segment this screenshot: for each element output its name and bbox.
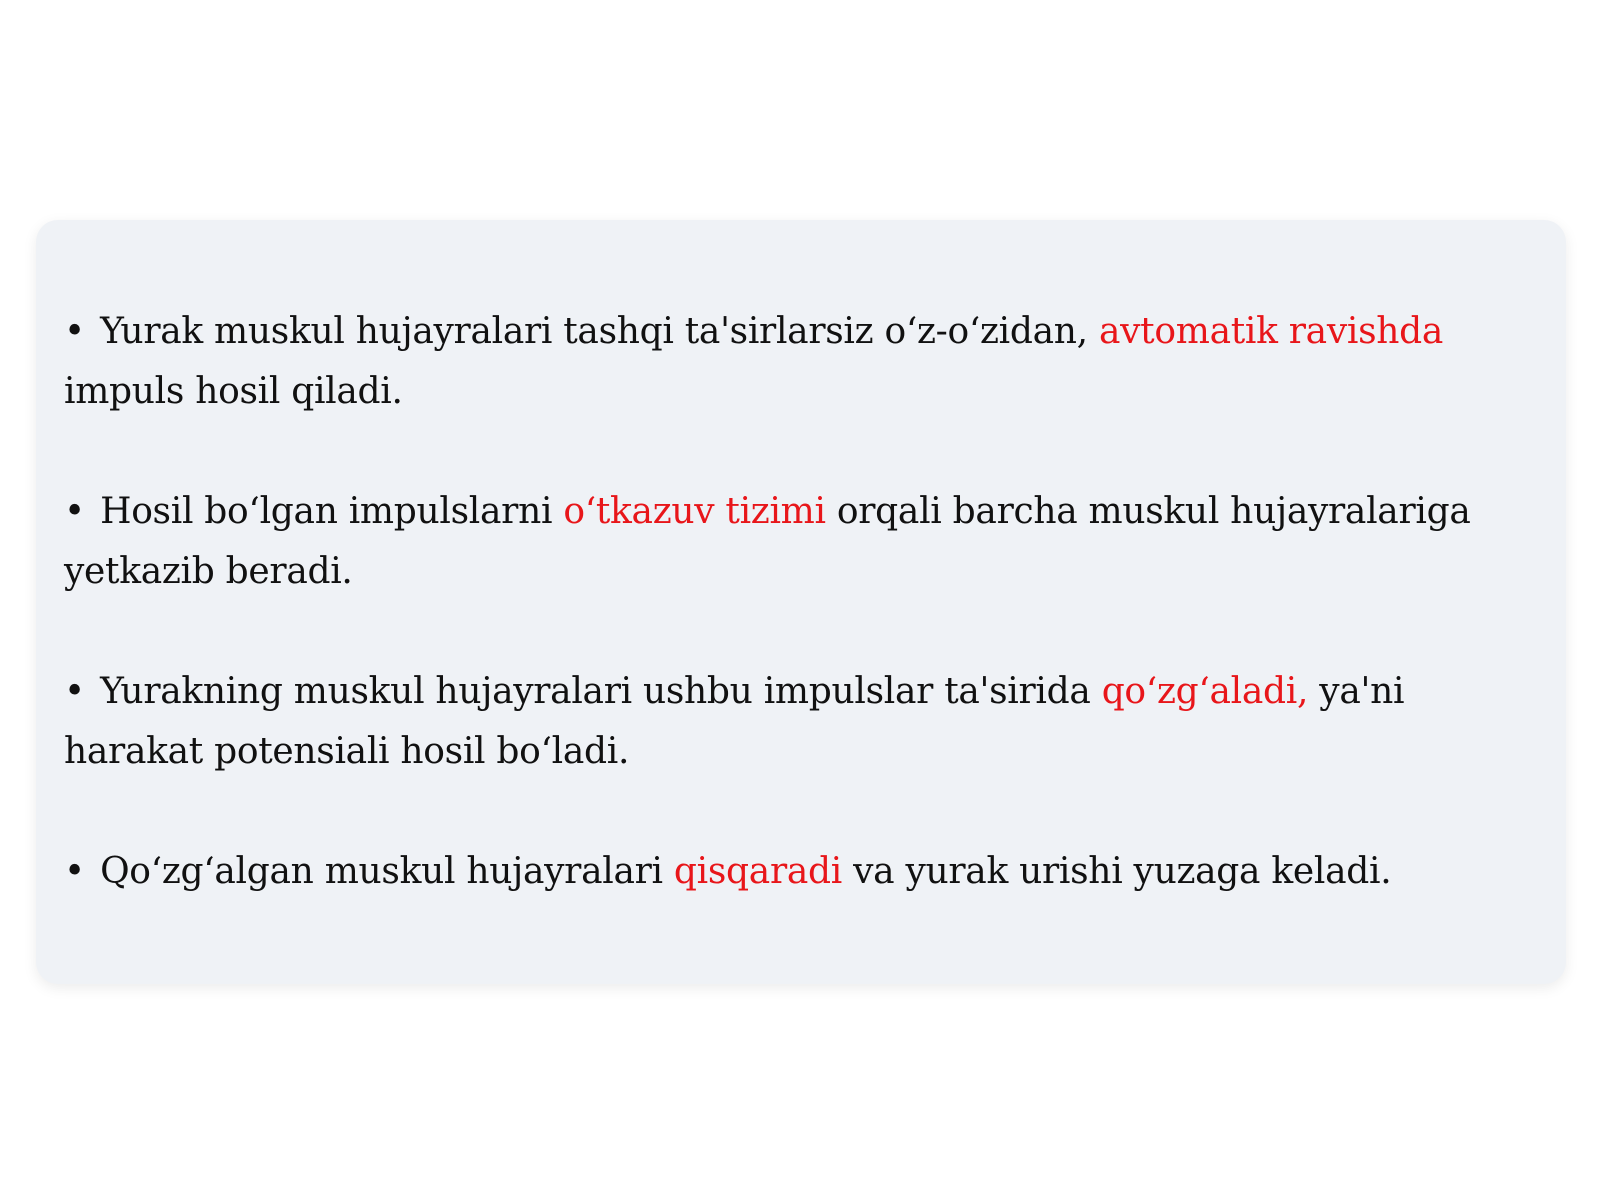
bullet-marker: • [64,311,85,352]
highlight-text: avtomatik ravishda [1098,311,1444,352]
bullet-text: Hosil bo‘lgan impulslarni [100,491,564,532]
content-card [36,220,1566,984]
bullet-marker: • [64,491,85,532]
highlight-text: qisqaradi [673,851,842,892]
bullet-text: Yurak muskul hujayralari tashqi ta'sirlarsiz o‘z-o‘zidan, [100,311,1099,352]
bullet-text: Yurakning muskul hujayralari ushbu impulslar ta'sirida [100,671,1102,712]
bullet-item-3 [64,662,1536,782]
highlight-text: qo‘zg‘aladi, [1101,671,1309,712]
highlight-text: o‘tkazuv tizimi [563,491,826,532]
bullet-item-1 [64,302,1536,422]
bullet-item-4 [64,842,1536,902]
bullet-text: Qo‘zg‘algan muskul hujayralari [100,851,674,892]
bullet-text: orqali barcha muskul hujayralariga yetkazib beradi. [64,491,1471,592]
bullet-marker: • [64,851,85,892]
bullet-text: ya'ni harakat potensiali hosil bo‘ladi. [64,671,1405,772]
bullet-marker: • [64,671,85,712]
bullet-text: va yurak urishi yuzaga keladi. [841,851,1392,892]
bullet-text: impuls hosil qiladi. [64,371,403,412]
bullet-item-2 [64,482,1536,602]
